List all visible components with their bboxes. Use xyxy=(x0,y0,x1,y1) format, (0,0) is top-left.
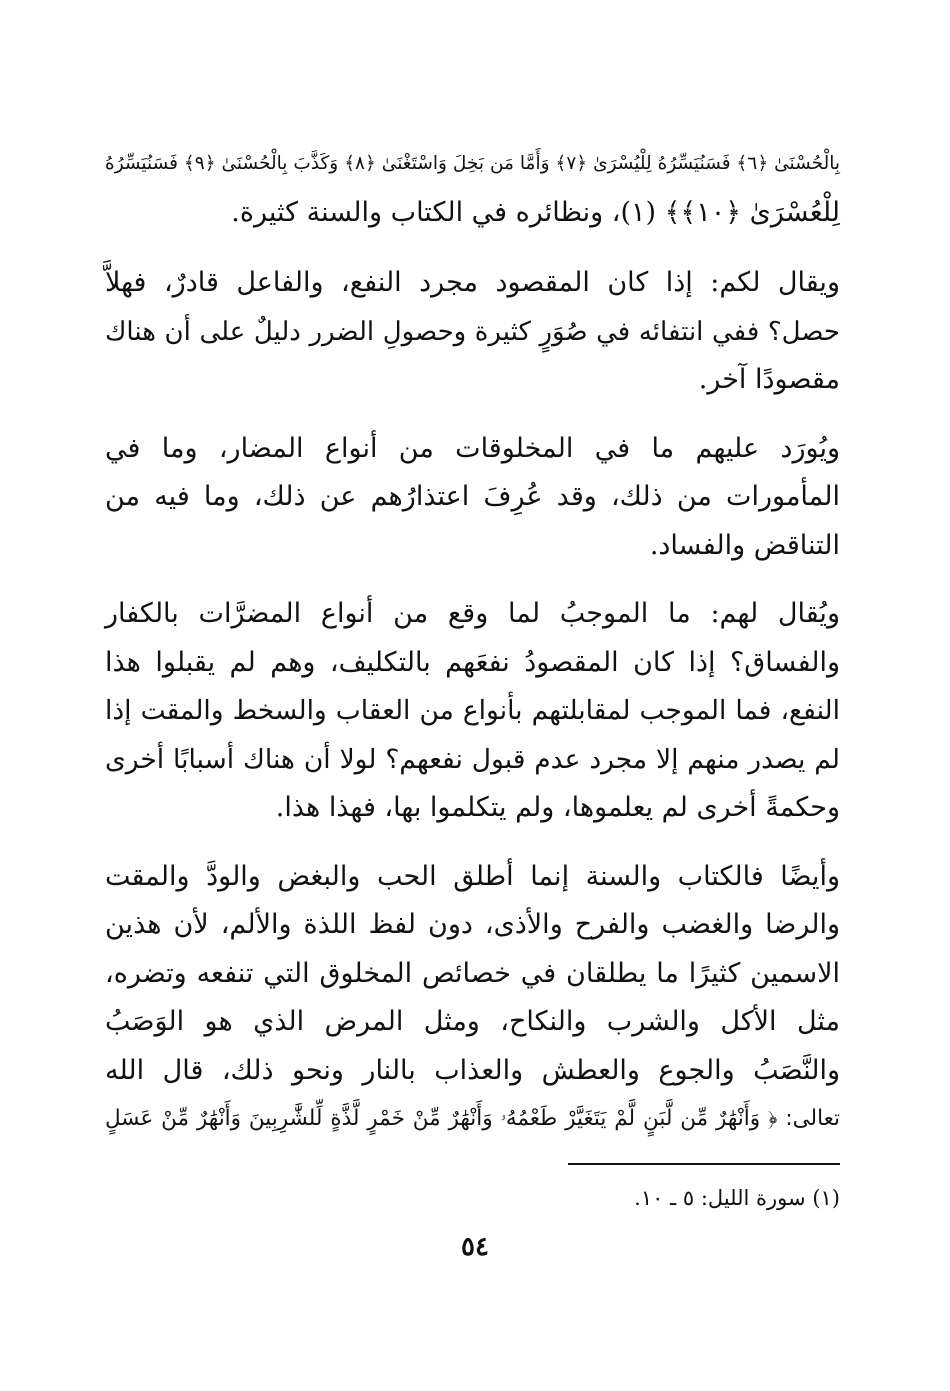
paragraph-quran-quote xyxy=(105,140,840,237)
text-line: حصل؟ ففي انتفائه في صُوَرٍ كثيرة وحصولِ الضرر دليلٌ على أن هناك xyxy=(105,316,840,347)
text-line: ويُقال لهم: ما الموجبُ لما وقع من أنواع المضرَّات بالكفار xyxy=(105,598,840,629)
text-line: النفع، فما الموجب لمقابلتهم بأنواع من العقاب والسخط والمقت إذا xyxy=(105,695,840,726)
paragraph xyxy=(105,590,840,833)
text-line: المأمورات من ذلك، وقد عُرِفَ اعتذارُهم عن ذلك، وما فيه من xyxy=(105,481,840,512)
text-line: لم يصدر منهم إلا مجرد عدم قبول نفعهم؟ لولا أن هناك أسبابًا أخرى xyxy=(105,743,840,775)
text-line: والفساق؟ إذا كان المقصودُ نفعَهم بالتكليف، وهم لم يقبلوا هذا xyxy=(105,646,840,678)
text-line: لِلْعُسْرَىٰ ﴿١٠﴾﴾ (١)، ونظائره في الكتاب والسنة كثيرة. xyxy=(231,196,840,228)
paragraph xyxy=(105,853,840,1144)
text-line: بِالْحُسْنَىٰ ﴿٦﴾ فَسَنُيَسِّرُهُ لِلْيُسْرَىٰ ﴿٧﴾ وَأَمَّا مَن بَخِلَ وَاسْتَغْنَىٰ ﴿٨﴾ وَكَذَّبَ بِالْحُسْنَىٰ ﴿٩﴾ فَسَنُيَسِّرُهُ xyxy=(105,153,841,174)
text-line: مثل الأكل والشرب والنكاح، ومثل المرض الذي هو الوَصَبُ xyxy=(105,1006,840,1037)
text-line: التناقض والفساد. xyxy=(649,529,840,561)
page-number: ٥٤ xyxy=(461,1232,489,1262)
text-line: الاسمين كثيرًا ما يطلقان في خصائص المخلوق التي تنفعه وتضره، xyxy=(105,957,840,989)
text-line: مقصودًا آخر. xyxy=(698,364,840,395)
page-body xyxy=(105,140,840,1164)
paragraph xyxy=(105,425,840,571)
text-line: وحكمةً أخرى لم يعلموها، ولم يتكلموا بها، فهذا هذا. xyxy=(275,792,840,823)
text-line: وأيضًا فالكتاب والسنة إنما أطلق الحب والبغض والودَّ والمقت xyxy=(105,860,840,892)
text-line: تعالى: ﴿ وَأَنْهَٰرٌ مِّن لَّبَنٍ لَّمْ يَتَغَيَّرْ طَعْمُهُۥ وَأَنْهَٰرٌ مِّنْ خَمْرٍ لَّذَّةٍ لِّلشَّٰرِبِينَ وَأَنْهَٰرٌ مِّنْ عَسَلٍ xyxy=(105,1106,840,1131)
text-line: ويقال لكم: إذا كان المقصود مجرد النفع، والفاعل قادرٌ، فهلاَّ xyxy=(105,267,840,298)
text-line: ويُورَد عليهم ما في المخلوقات من أنواع المضار، وما في xyxy=(105,432,840,464)
footnote-marker: (١) xyxy=(812,1186,840,1210)
text-line: والرضا والغضب والفرح والأذى، دون لفظ اللذة والألم، لأن هذين xyxy=(105,909,840,940)
footnote-divider xyxy=(568,1163,840,1165)
footnote-text: سورة الليل: ٥ ـ ١٠. xyxy=(634,1186,806,1210)
footnote xyxy=(634,1183,840,1213)
text-line: والنَّصَبُ والجوع والعطش والعذاب بالنار ونحو ذلك، قال الله xyxy=(105,1054,840,1086)
paragraph xyxy=(105,259,840,405)
